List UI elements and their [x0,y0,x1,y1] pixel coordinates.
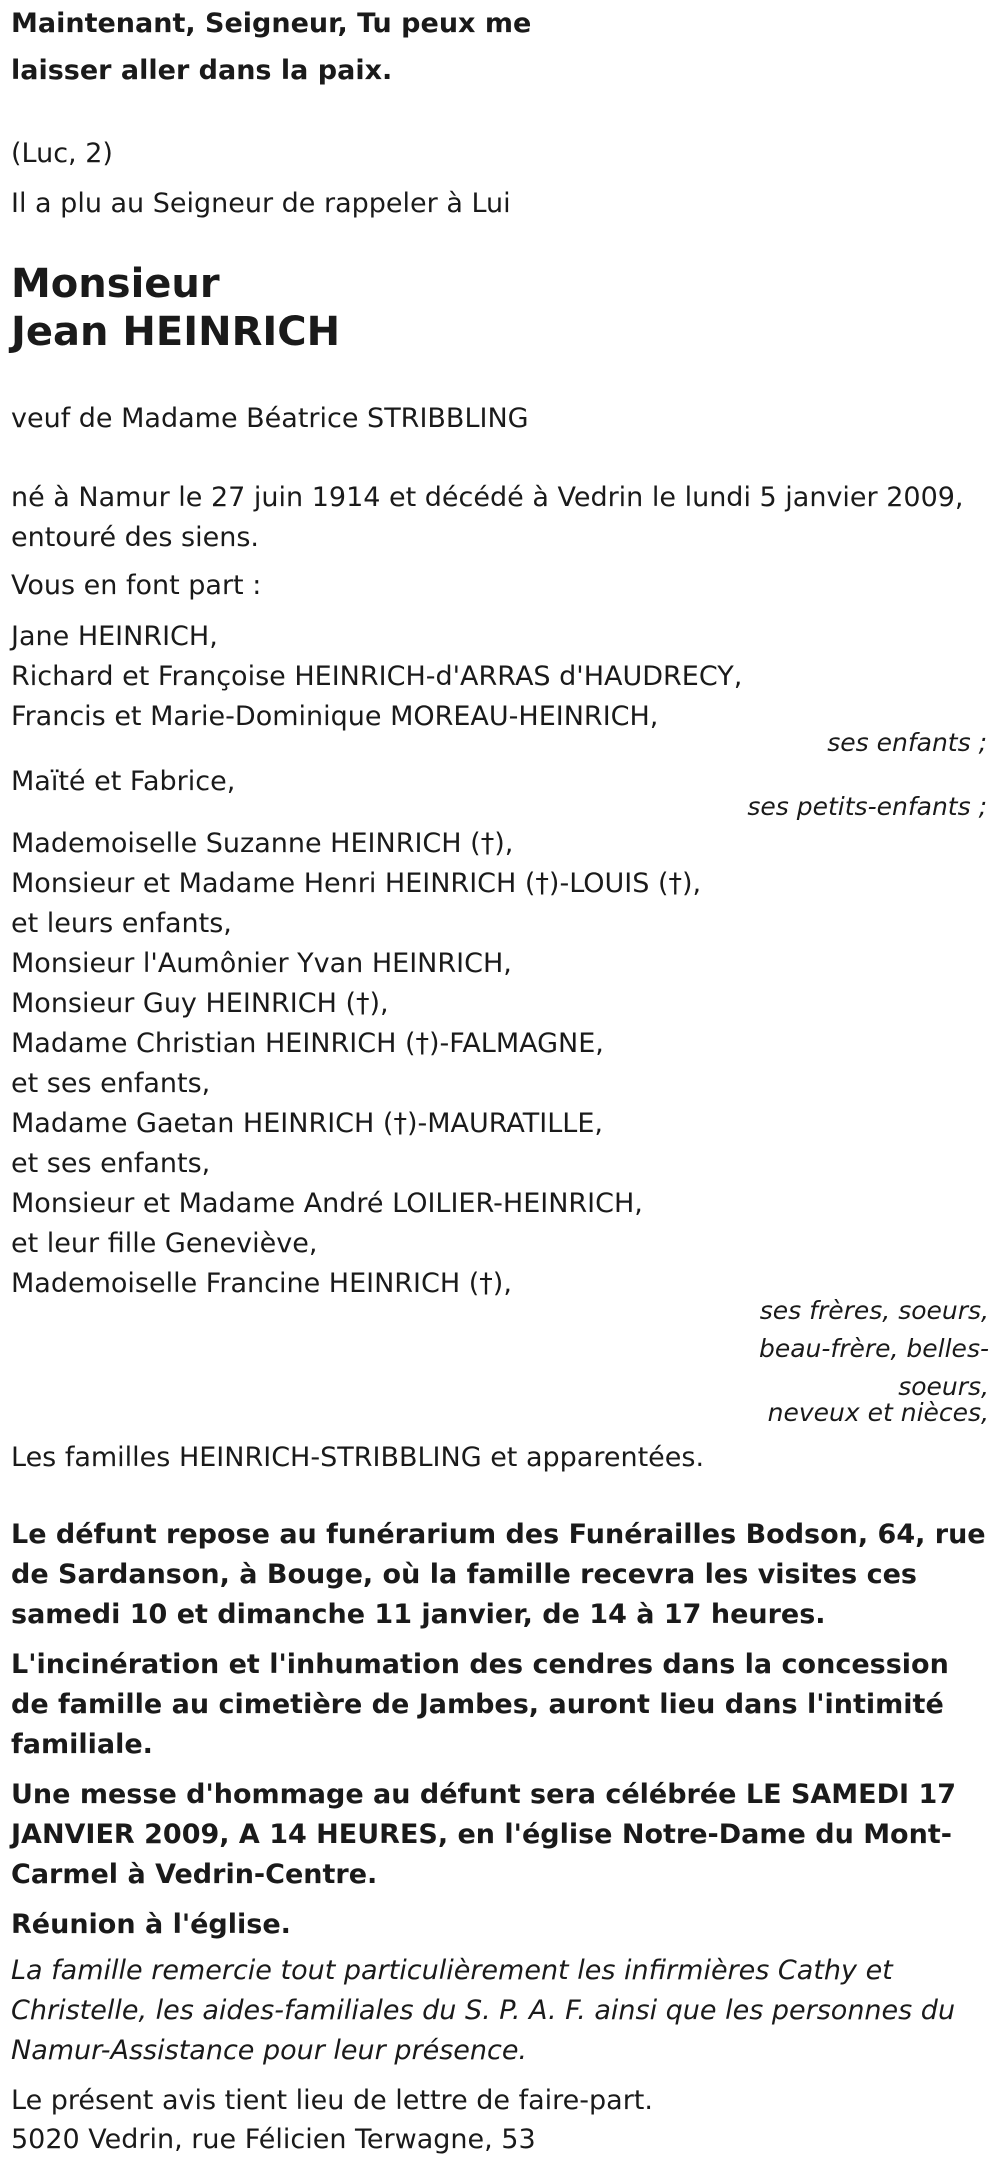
birth-death-line-2: entouré des siens. [11,522,259,553]
list-item: Monsieur et Madame André LOILIER-HEINRICH, [11,1188,643,1219]
list-item: Richard et Françoise HEINRICH-d'ARRAS d'HAUDRECY, [11,661,743,692]
repose-paragraph: Le défunt repose au funérarium des Funérailles Bodson, 64, rue de Sardanson, à Bouge, où la famille recevra les visites ces samedi 10 et dimanche 11 janvier, de 14 à 17 heures. [11,1519,986,1630]
siblings-label [729,1292,989,1432]
scripture-quote [11,4,531,91]
list-item: Mademoiselle Francine HEINRICH (†), [11,1268,512,1299]
grandchildren-item: Maïté et Fabrice, [11,766,236,797]
deceased-name-block [11,260,340,356]
list-item: et leurs enfants, [11,908,232,939]
deceased-title: Monsieur [11,261,220,307]
list-item: Francis et Marie-Dominique MOREAU-HEINRICH, [11,701,659,732]
list-item: et ses enfants, [11,1148,211,1179]
family-intro: Vous en font part : [11,570,262,601]
siblings-label-3: neveux et nièces, [767,1398,989,1427]
siblings-label-2: beau-frère, belles-soeurs, [758,1334,989,1401]
mass-paragraph: Une messe d'hommage au défunt sera célébrée LE SAMEDI 17 JANVIER 2009, A 14 HEURES, en l'église Notre-Dame du Mont-Carmel à Vedrin-Centre. [11,1779,957,1890]
list-item: et ses enfants, [11,1068,211,1099]
quote-line-1: Maintenant, Seigneur, Tu peux me [11,8,532,39]
reunion-line: Réunion à l'église. [11,1909,291,1940]
list-item: Jane HEINRICH, [11,621,218,652]
address-line: 5020 Vedrin, rue Félicien Terwagne, 53 [11,2124,536,2155]
families-line: Les familles HEINRICH-STRIBBLING et apparentées. [11,1442,705,1473]
widower-line: veuf de Madame Béatrice STRIBBLING [11,403,529,434]
birth-death-line-1: né à Namur le 27 juin 1914 et décédé à Vedrin le lundi 5 janvier 2009, [11,482,964,513]
quote-line-2: laisser aller dans la paix. [11,55,393,86]
arrangements [11,1515,989,2121]
cremation-paragraph: L'incinération et l'inhumation des cendres dans la concession de famille au cimetière de Jambes, auront lieu dans l'intimité familiale. [11,1649,949,1760]
siblings-label-1: ses frères, soeurs, [759,1296,989,1325]
list-item: Mademoiselle Suzanne HEINRICH (†), [11,828,514,859]
list-item: et leur fille Geneviève, [11,1228,318,1259]
birth-death [11,478,964,558]
announcement: Il a plu au Seigneur de rappeler à Lui [11,188,511,219]
children-label: ses enfants ; [827,728,987,757]
list-item: Monsieur et Madame Henri HEINRICH (†)-LOUIS (†), [11,868,702,899]
grandchildren-label: ses petits-enfants ; [747,792,987,821]
deceased-name: Jean HEINRICH [11,309,341,355]
children-list [11,617,989,737]
thanks-paragraph: La famille remercie tout particulièrement les infirmières Cathy et Christelle, les aides-familiales du S. P. A. F. ainsi que les personnes du Namur-Assistance pour leur présence. [11,1955,956,2066]
list-item: Monsieur Guy HEINRICH (†), [11,988,389,1019]
notice-line: Le présent avis tient lieu de lettre de faire-part. [11,2085,653,2116]
list-item: Madame Gaetan HEINRICH (†)-MAURATILLE, [11,1108,603,1139]
siblings-list [11,824,701,1304]
list-item: Monsieur l'Aumônier Yvan HEINRICH, [11,948,512,979]
list-item: Madame Christian HEINRICH (†)-FALMAGNE, [11,1028,604,1059]
scripture-reference: (Luc, 2) [11,138,113,169]
